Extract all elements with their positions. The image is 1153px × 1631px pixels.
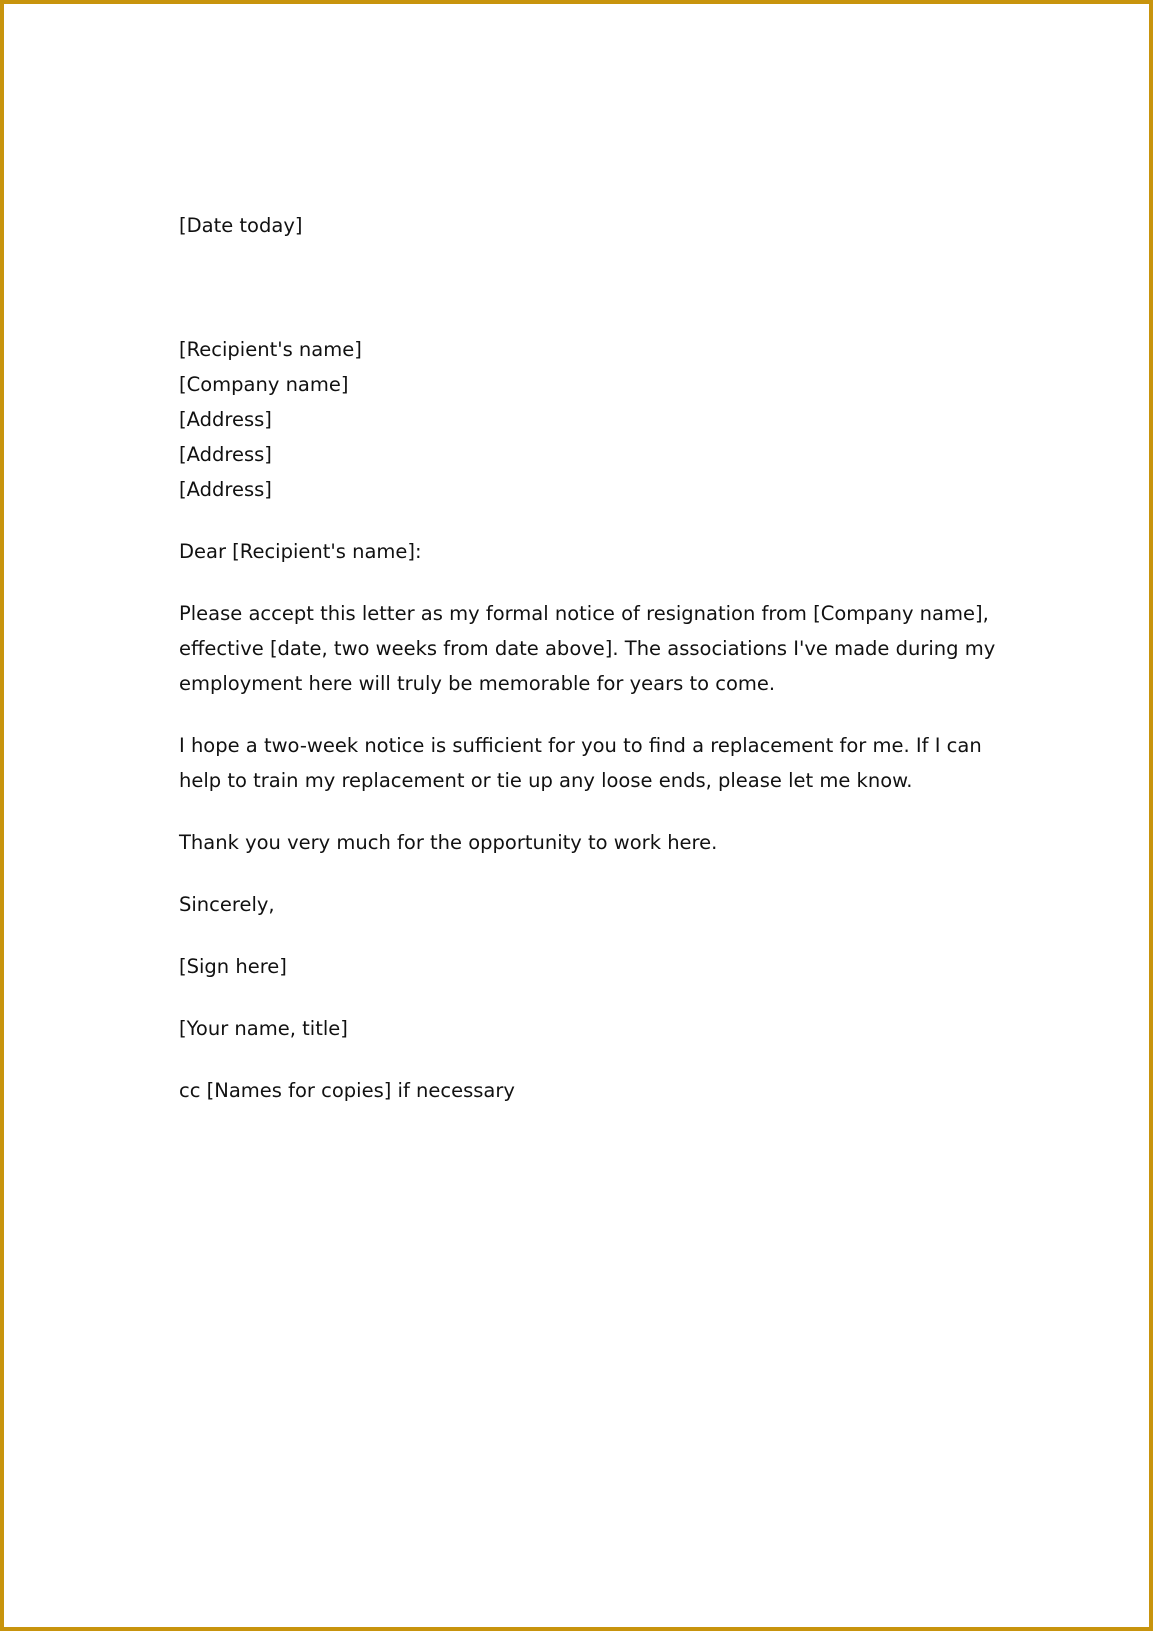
paragraph-transition-offer bbox=[179, 728, 989, 798]
salutation: Dear [Recipient's name]: bbox=[179, 540, 422, 563]
paragraph-line: I hope a two-week notice is sufficient for you to find a replacement for me. If I can bbox=[179, 734, 982, 757]
spacer bbox=[179, 798, 989, 825]
spacer bbox=[179, 701, 989, 728]
spacer bbox=[179, 507, 989, 534]
recipient-address-block bbox=[179, 332, 989, 507]
spacer bbox=[179, 569, 989, 596]
paragraph-line: Please accept this letter as my formal notice of resignation from [Company name], bbox=[179, 602, 989, 625]
paragraph-line: effective [date, two weeks from date above]. The associations I've made during my bbox=[179, 637, 996, 660]
recipient-name-line: [Recipient's name] bbox=[179, 338, 362, 361]
spacer bbox=[179, 860, 989, 887]
address-line-1: [Address] bbox=[179, 408, 272, 431]
paragraph-thank-you: Thank you very much for the opportunity to work here. bbox=[179, 831, 718, 854]
company-name-line: [Company name] bbox=[179, 373, 349, 396]
spacer bbox=[179, 984, 989, 1011]
paragraph-line: employment here will truly be memorable for years to come. bbox=[179, 672, 776, 695]
spacer bbox=[179, 1046, 989, 1073]
cc-line: cc [Names for copies] if necessary bbox=[179, 1079, 515, 1102]
paragraph-resignation-notice bbox=[179, 596, 996, 701]
address-line-3: [Address] bbox=[179, 478, 272, 501]
address-line-2: [Address] bbox=[179, 443, 272, 466]
spacer bbox=[179, 922, 989, 949]
name-title: [Your name, title] bbox=[179, 1017, 348, 1040]
closing: Sincerely, bbox=[179, 893, 275, 916]
date-line: [Date today] bbox=[179, 214, 303, 237]
paragraph-line: help to train my replacement or tie up any loose ends, please let me know. bbox=[179, 769, 913, 792]
signature-placeholder: [Sign here] bbox=[179, 955, 287, 978]
spacer bbox=[179, 243, 989, 332]
resignation-letter bbox=[179, 208, 996, 1108]
